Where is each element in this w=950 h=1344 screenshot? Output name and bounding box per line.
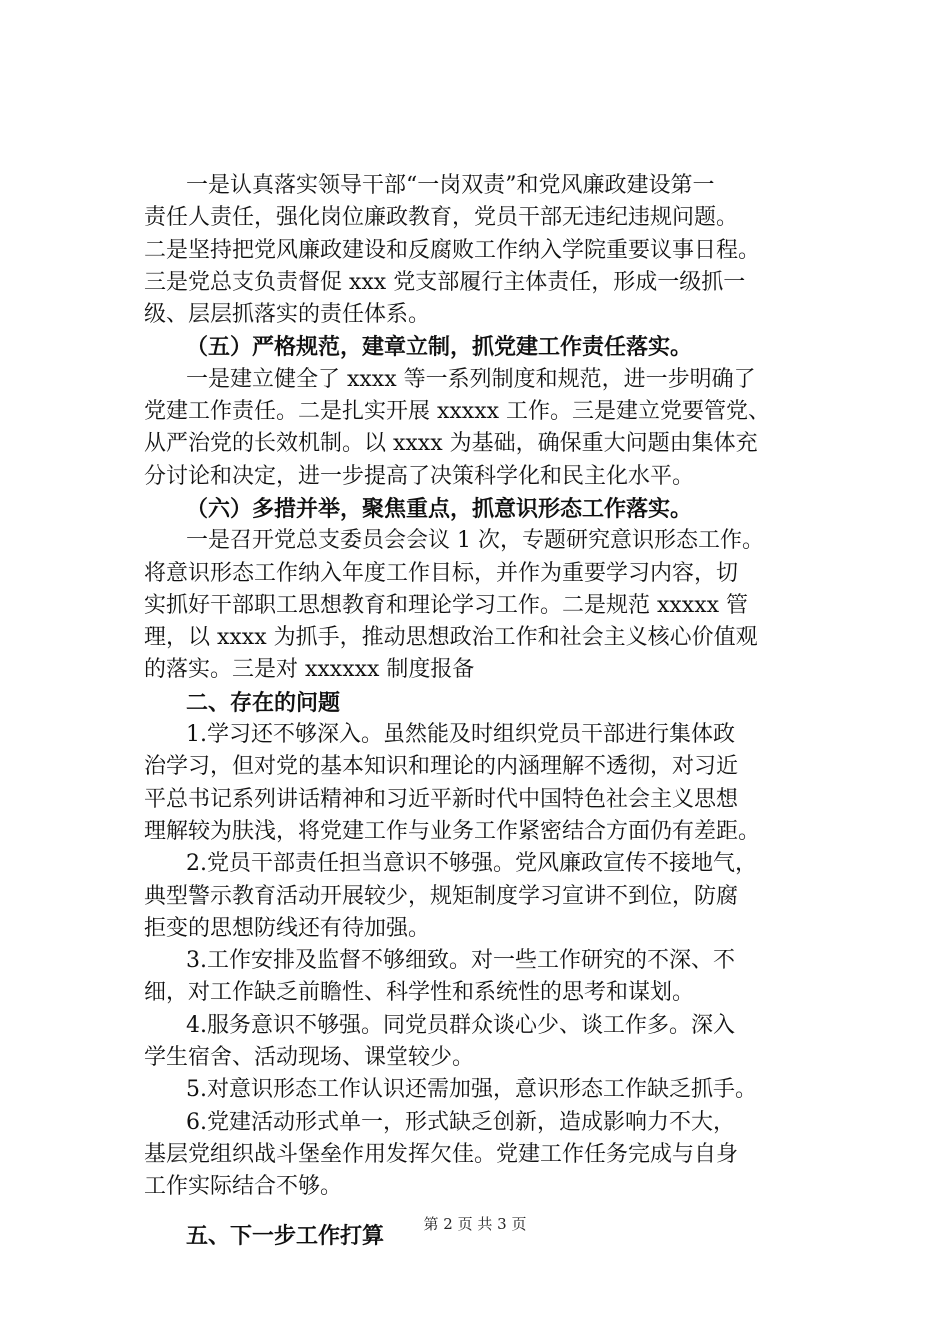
paragraph-line: 实抓好干部职工思想教育和理论学习工作。二是规范 xxxxx 管 xyxy=(144,592,749,618)
page-footer: 第 2 页 共 3 页 xyxy=(423,1215,527,1233)
paragraph-line: 2.党员干部责任担当意识不够强。党风廉政宣传不接地气， xyxy=(186,851,757,877)
paragraph-line: 5.对意识形态工作认识还需加强，意识形态工作缺乏抓手。 xyxy=(186,1077,757,1103)
paragraph-line: 从严治党的长效机制。以 xxxx 为基础，确保重大问题由集体充 xyxy=(144,431,758,457)
section-heading: 五、下一步工作打算 xyxy=(186,1222,385,1249)
paragraph-line: 学生宿舍、活动现场、课堂较少。 xyxy=(144,1045,475,1071)
paragraph-line: 6.党建活动形式单一，形式缺乏创新，造成影响力不大， xyxy=(186,1109,735,1135)
paragraph-line: 工作实际结合不够。 xyxy=(144,1174,343,1200)
section-heading: （五）严格规范，建章立制，抓党建工作责任落实。 xyxy=(186,334,693,361)
section-heading: 二、存在的问题 xyxy=(186,689,341,716)
paragraph-line: 平总书记系列讲话精神和习近平新时代中国特色社会主义思想 xyxy=(144,786,739,812)
paragraph-line: 一是建立健全了 xxxx 等一系列制度和规范，进一步明确了 xyxy=(186,366,756,392)
section-heading: （六）多措并举，聚焦重点，抓意识形态工作落实。 xyxy=(186,495,693,522)
paragraph-line: 细，对工作缺乏前瞻性、科学性和系统性的思考和谋划。 xyxy=(144,980,695,1006)
paragraph-line: 责任人责任，强化岗位廉政教育，党员干部无违纪违规问题。 xyxy=(144,205,739,231)
paragraph-line: 治学习，但对党的基本知识和理论的内涵理解不透彻，对习近 xyxy=(144,754,739,780)
paragraph-line: 一是认真落实领导干部“一岗双责”和党风廉政建设第一 xyxy=(186,173,715,198)
paragraph-line: 理解较为肤浅，将党建工作与业务工作紧密结合方面仍有差距。 xyxy=(144,818,761,844)
paragraph-line: 4.服务意识不够强。同党员群众谈心少、谈工作多。深入 xyxy=(186,1012,735,1038)
paragraph-line: 二是坚持把党风廉政建设和反腐败工作纳入学院重要议事日程。 xyxy=(144,237,761,263)
paragraph-line: 基层党组织战斗堡垒作用发挥欠佳。党建工作任务完成与自身 xyxy=(144,1141,739,1167)
paragraph-line: 一是召开党总支委员会会议 1 次，专题研究意识形态工作。 xyxy=(186,528,764,554)
paragraph-line: 3.工作安排及监督不够细致。对一些工作研究的不深、不 xyxy=(186,948,735,974)
paragraph-line: 的落实。三是对 xxxxxx 制度报备 xyxy=(144,657,475,683)
paragraph-line: 级、层层抓落实的责任体系。 xyxy=(144,302,431,328)
paragraph-line: 三是党总支负责督促 xxx 党支部履行主体责任，形成一级抓一 xyxy=(144,269,746,295)
paragraph-line: 1.学习还不够深入。虽然能及时组织党员干部进行集体政 xyxy=(186,722,735,748)
paragraph-line: 典型警示教育活动开展较少，规矩制度学习宣讲不到位，防腐 xyxy=(144,883,739,909)
paragraph-line: 将意识形态工作纳入年度工作目标，并作为重要学习内容，切 xyxy=(144,560,739,586)
paragraph-line: 分讨论和决定，进一步提高了决策科学化和民主化水平。 xyxy=(144,463,695,489)
paragraph-line: 拒变的思想防线还有待加强。 xyxy=(144,915,431,941)
paragraph-line: 理，以 xxxx 为抓手，推动思想政治工作和社会主义核心价值观 xyxy=(144,625,758,651)
paragraph-line: 党建工作责任。二是扎实开展 xxxxx 工作。三是建立党要管党、 xyxy=(144,399,771,425)
document-body xyxy=(144,170,844,1252)
